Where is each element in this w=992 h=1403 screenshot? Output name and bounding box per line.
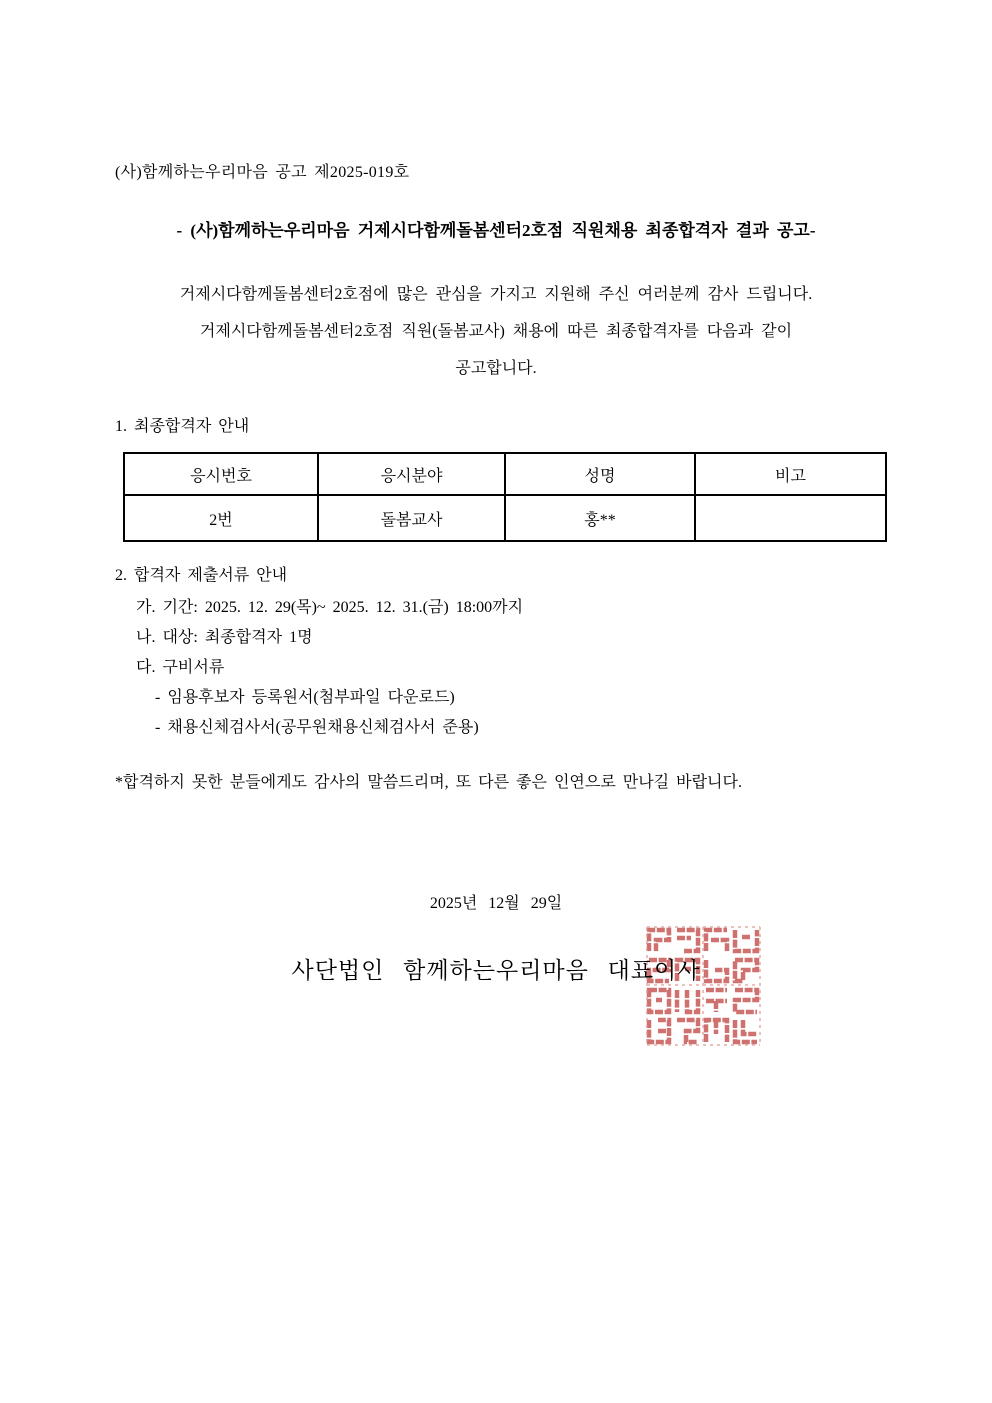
date-line: 2025년 12월 29일 (429, 895, 563, 912)
section1-heading: 1. 최종합격자 안내 (115, 418, 250, 435)
intro-line-3: 공고합니다. (455, 360, 537, 377)
intro-line-1: 거제시다함께돌봄센터2호점에 많은 관심을 가지고 지원해 주신 여러분께 감사 드립니다. (179, 286, 813, 303)
document-content (115, 0, 877, 1403)
list-item-period: 가. 기간: 2025. 12. 29(목)~ 2025. 12. 31.(금) 18:00까지 (136, 599, 524, 616)
section2-heading: 2. 합격자 제출서류 안내 (115, 567, 288, 584)
table-header-cell: 성명 (505, 453, 695, 495)
list-subitem-registration: - 임용후보자 등록원서(첨부파일 다운로드) (155, 689, 455, 706)
intro-paragraph (115, 276, 877, 387)
signature-line: 사단법인 함께하는우리마음 대표이사 (291, 958, 701, 983)
table-header-cell: 비고 (695, 453, 886, 495)
page-title: - (사)함께하는우리마음 거제시다함께돌봄센터2호점 직원채용 최종합격자 결과 공고- (176, 221, 816, 240)
table-header-cell: 응시번호 (124, 453, 318, 495)
doc-number: (사)함께하는우리마음 공고 제2025-019호 (115, 164, 410, 181)
table-row (124, 495, 886, 541)
table-cell-field: 돌봄교사 (318, 495, 505, 541)
list-item-target: 나. 대상: 최종합격자 1명 (136, 629, 313, 646)
table-cell-remark (695, 495, 886, 541)
final-pass-table (123, 452, 887, 542)
intro-line-2: 거제시다함께돌봄센터2호점 직원(돌봄교사) 채용에 따른 최종합격자를 다음과 같이 (199, 323, 793, 340)
table-header-cell: 응시분야 (318, 453, 505, 495)
table-cell-name: 홍** (505, 495, 695, 541)
table-header-row (124, 453, 886, 495)
section2-list (115, 593, 877, 743)
table-cell-number: 2번 (124, 495, 318, 541)
list-item-documents: 다. 구비서류 (136, 659, 225, 676)
note-line: *합격하지 못한 분들에게도 감사의 말씀드리며, 또 다른 좋은 인연으로 만나길 바랍니다. (115, 774, 742, 791)
list-subitem-medical: - 채용신체검사서(공무원채용신체검사서 준용) (155, 719, 479, 736)
